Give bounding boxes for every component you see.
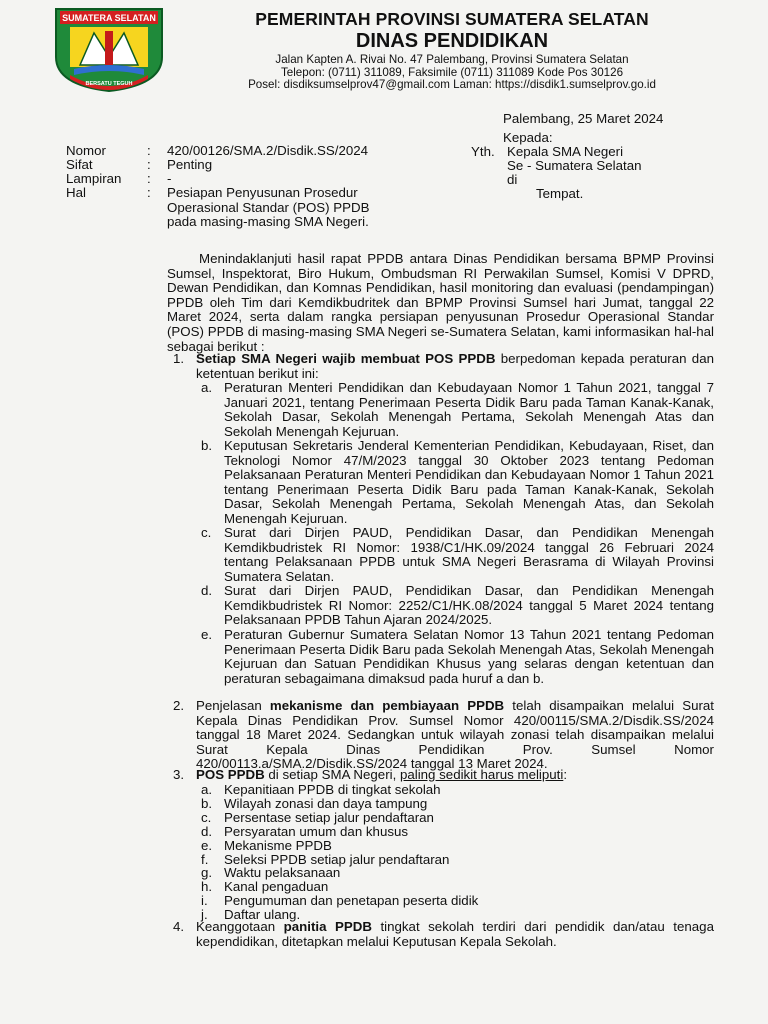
point-4-number: 4.: [173, 919, 185, 934]
recipient-line3: di: [507, 172, 518, 187]
logo-motto-text: BERSATU TEGUH: [85, 81, 133, 87]
point-3-item-letter: d.: [201, 823, 213, 839]
meta-colon: :: [147, 171, 151, 186]
sifat-label: Sifat: [66, 157, 93, 172]
point-3-item-letter: j.: [201, 907, 208, 923]
point-1a-text: Peraturan Menteri Pendidikan dan Kebudayaan Nomor 1 Tahun 2021, tanggal 7 Januari 2021, tentang Penerimaan Peserta Didik Baru pada Taman Kanak-Kanak, Sekolah Dasar, Sekolah Menengah Pertama, Sekolah Menengah Atas dan Sekolah Menengah Kejuruan.: [224, 380, 714, 439]
lampiran-value: -: [167, 171, 172, 186]
point-3-underline: paling sedikit harus meliputi: [399, 767, 564, 782]
point-3-end: :: [563, 767, 568, 782]
point-1b-letter: b.: [201, 438, 213, 453]
point-3-item-letter: b.: [201, 795, 213, 811]
point-3-item-text: Waktu pelaksanaan: [224, 865, 341, 881]
point-3-item-text: Pengumuman dan penetapan peserta didik: [224, 893, 479, 909]
sifat-value: Penting: [167, 157, 213, 172]
hal-value: Pesiapan Penyusunan Prosedur Operasional Standar (POS) PPDB pada masing-masing SMA Negeri.: [167, 185, 370, 229]
point-3-item-text: Seleksi PPDB setiap jalur pendaftaran: [224, 851, 450, 867]
point-2-rest: telah disampaikan melalui Surat Kepala Dinas Pendidikan Prov. Sumsel Nomor 420/00115/SMA.2/Disdik.SS/2024 tanggal 18 Maret 2024. Sedangkan untuk wilayah zonasi telah disampaikan melalui Surat Kepala Dinas Pendidikan Prov. Sumsel Nomor 420/00113.a/SMA.2/Disdik.SS/2024 tanggal 13 Maret 2024.: [196, 698, 715, 772]
point-3-item-letter: c.: [201, 809, 212, 825]
point-1-text: [196, 352, 714, 381]
point-1c-letter: c.: [201, 525, 212, 540]
point-4-bold: panitia PPDB: [283, 919, 372, 934]
point-1e-letter: e.: [201, 627, 213, 642]
province-emblem-logo: [50, 5, 168, 93]
logo-top-text: SUMATERA SELATAN: [62, 13, 156, 23]
letterhead-address: Jalan Kapten A. Rivai No. 47 Palembang, Provinsi Sumatera Selatan: [275, 53, 629, 66]
meta-colon: :: [147, 157, 151, 172]
point-4-text: [196, 920, 714, 949]
letterhead-agency: DINAS PENDIDIKAN: [355, 30, 549, 52]
lampiran-label: Lampiran: [66, 171, 122, 186]
recipient-line2: Se - Sumatera Selatan: [507, 158, 642, 173]
point-3-item-letter: i.: [201, 893, 208, 909]
point-3-item-text: Wilayah zonasi dan daya tampung: [224, 795, 428, 811]
nomor-label: Nomor: [66, 143, 106, 158]
letterhead-phone: Telepon: (0711) 311089, Faksimile (0711) 311089 Kode Pos 30126: [280, 66, 624, 79]
point-1c-text: Surat dari Dirjen PAUD, Pendidikan Dasar, dan Pendidikan Menengah Kemdikbudristek RI Nomor: 1938/C1/HK.09/2024 tanggal 26 Februari 2024 tentang Pelaksanaan PPDB untuk SMA Negeri Berasrama di Wilayah Provinsi Sumatera Selatan.: [224, 525, 714, 584]
letterhead-email: Posel: disdiksumselprov47@gmail.com Laman: https://disdik1.sumselprov.go.id: [248, 78, 656, 91]
point-3-item-text: Persentase setiap jalur pendaftaran: [224, 809, 434, 825]
point-2-bold: mekanisme dan pembiayaan PPDB: [269, 698, 505, 713]
point-3-item-text: Persyaratan umum dan khusus: [224, 823, 409, 839]
meta-colon: :: [147, 185, 151, 200]
point-2-pre: Penjelasan: [196, 698, 270, 713]
point-3-item-text: Kepanitiaan PPDB di tingkat sekolah: [224, 782, 441, 797]
point-3-item-letter: h.: [201, 879, 213, 895]
letterhead-government: PEMERINTAH PROVINSI SUMATERA SELATAN: [255, 9, 649, 29]
point-3-item-letter: f.: [201, 851, 209, 867]
letter-date: Palembang, 25 Maret 2024: [503, 111, 664, 126]
point-1a-letter: a.: [201, 380, 213, 395]
point-2-text: [196, 699, 714, 772]
point-1-number: 1.: [173, 351, 185, 366]
intro-paragraph: Menindaklanjuti hasil rapat PPDB antara Dinas Pendidikan bersama BPMP Provinsi Sumsel, Inspektorat, Biro Hukum, Ombudsman RI Perwakilan Sumsel, Komisi V DPRD, Dewan Pendidikan, dan Komnas Pendidikan, hasil monitoring dan evaluasi (pendampingan) PPDB oleh Tim dari Kemdikbudritek dan BPMP Provinsi Sumsel hari Jumat, tanggal 22 Maret 2024, serta dalam rangka persiapan penyusunan Prosedur Operasional Standar (POS) PPDB di masing-masing SMA Negeri se-Sumatera Selatan, kami informasikan hal-hal sebagai berikut :: [167, 251, 714, 354]
point-3-bold: POS PPDB: [196, 767, 265, 782]
meta-colon: :: [147, 143, 151, 158]
point-4-rest: tingkat sekolah terdiri dari pendidik dan/atau tenaga kependidikan, ditetapkan melalui Keputusan Kepala Sekolah.: [196, 919, 714, 949]
point-3-item-letter: a.: [201, 782, 213, 797]
recipient-yth: Yth.: [471, 144, 495, 159]
nomor-value: 420/00126/SMA.2/Disdik.SS/2024: [167, 143, 369, 158]
point-1d-text: Surat dari Dirjen PAUD, Pendidikan Dasar, dan Pendidikan Menengah Kemdikbudristek RI Nomor: 2252/C1/HK.08/2024 tanggal 5 Maret 2024 tentang Pelaksanaan PPDB Tahun Ajaran 2024/2025.: [224, 583, 714, 628]
point-3-text: [196, 768, 714, 783]
hal-label: Hal: [66, 185, 86, 200]
point-3-number: 3.: [173, 767, 185, 782]
point-1b-text: Keputusan Sekretaris Jenderal Kementerian Pendidikan, Kebudayaan, Riset, dan Teknologi Nomor 47/M/2023 tanggal 30 Oktober 2023 tentang Pedoman Pelaksanaan Peraturan Menteri Pendidikan dan Kebudayaan Nomor 1 Tahun 2021 tentang Penerimaan Peserta Didik Baru pada Taman Kanak-Kanak, Sekolah Dasar, Sekolah Menengah Pertama, Sekolah Menengah Atas, dan Sekolah Menengah Kejuruan.: [224, 438, 714, 526]
point-3-item-text: Daftar ulang.: [224, 907, 301, 923]
recipient-line1: Kepala SMA Negeri: [507, 144, 624, 159]
point-1e-text: Peraturan Gubernur Sumatera Selatan Nomor 13 Tahun 2021 tentang Pedoman Penerimaan Peserta Didik Baru pada Sekolah Menengah Atas, Sekolah Menengah Kejuruan dan Satuan Pendidikan Khusus yang selaras dengan ketentuan dan peraturan sebagaimana dimaksud pada huruf a dan b.: [224, 627, 714, 686]
point-1d-letter: d.: [201, 583, 213, 598]
point-1-bold: Setiap SMA Negeri wajib membuat POS PPDB: [196, 351, 496, 366]
point-3-item-letter: g.: [201, 865, 213, 881]
point-3-item-letter: e.: [201, 837, 213, 853]
point-1-rest: berpedoman kepada peraturan dan ketentuan berikut ini:: [196, 351, 714, 381]
point-3-mid: di setiap SMA Negeri,: [264, 767, 400, 782]
point-3-item-text: Kanal pengaduan: [224, 879, 329, 895]
point-3-item-text: Mekanisme PPDB: [224, 837, 332, 853]
point-2-number: 2.: [173, 698, 185, 713]
recipient-line4: Tempat.: [536, 186, 584, 201]
point-4-pre: Keanggotaan: [196, 919, 284, 934]
recipient-kepada: Kepada:: [503, 130, 553, 145]
